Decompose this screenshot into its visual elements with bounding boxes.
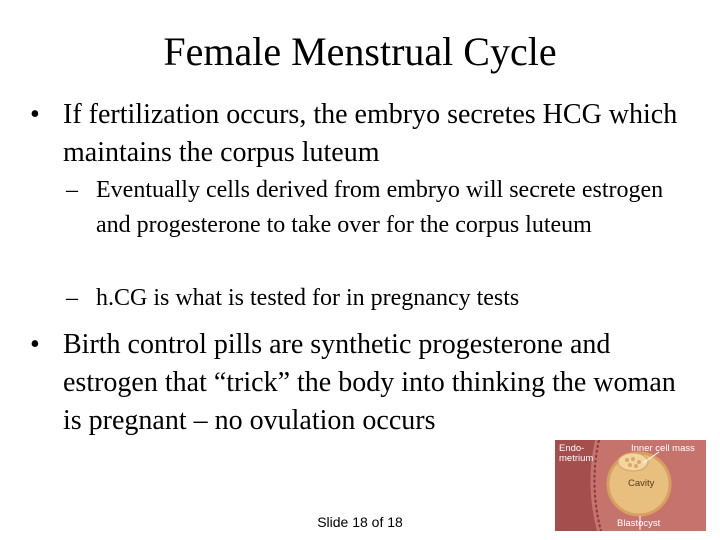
subbullet-text: h.CG is what is tested for in pregnancy tests	[96, 285, 520, 311]
endometrium-label-line1: Endo-	[559, 443, 585, 454]
subbullet-marker: –	[66, 285, 78, 311]
bullet-marker: •	[30, 329, 40, 360]
endometrium-label-line2: metrium	[559, 453, 594, 464]
subbullet-text: Eventually cells derived from embryo will secrete estrogen and progesterone to take over for the corpus luteum	[96, 177, 664, 238]
bullet-text: Birth control pills are synthetic progesterone and estrogen that “trick” the body into thinking the woman is pregnant – no ovulation occurs	[63, 329, 676, 436]
slide-title: Female Menstrual Cycle	[163, 29, 557, 74]
bullet-birth-control	[30, 326, 690, 440]
subbullet-embryo-cells	[66, 173, 666, 243]
bullet-text: If fertilization occurs, the embryo secretes HCG which maintains the corpus luteum	[63, 99, 678, 168]
cavity-label: Cavity	[628, 478, 655, 489]
slide-number: Slide 18 of 18	[317, 514, 403, 530]
bullet-marker: •	[30, 99, 40, 130]
subbullet-hcg-test	[66, 281, 666, 316]
blastocyst-label: Blastocyst	[617, 518, 661, 529]
inner-cell-mass-label: Inner cell mass	[631, 443, 695, 454]
endometrium-label	[559, 444, 593, 464]
subbullet-marker: –	[66, 177, 78, 203]
bullet-fertilization	[30, 96, 690, 172]
